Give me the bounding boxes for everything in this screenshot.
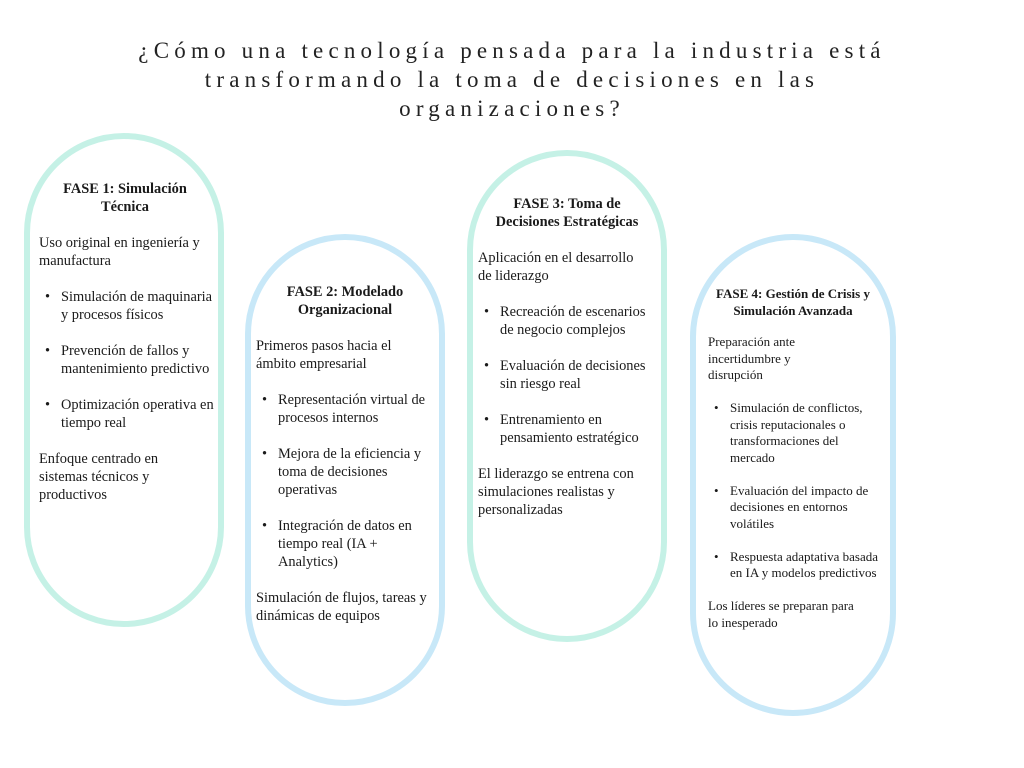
phase-4-bullet-1: • Simulación de conflictos, crisis reputacionales o transformaciones del mercado: [730, 400, 880, 466]
phase-4-heading: FASE 4: Gestión de Crisis y Simulación Avanzada: [716, 286, 870, 318]
phase-3-intro: Aplicación en el desarrollo de liderazgo: [478, 250, 634, 284]
phase-3-outro: El liderazgo se entrena con simulaciones realistas y personalizadas: [478, 466, 634, 518]
phase-4-intro: Preparación ante incertidumbre y disrupción: [708, 334, 795, 382]
phase-1-bullet-1: • Simulación de maquinaria y procesos físicos: [61, 288, 217, 324]
phase-4-bullets: [708, 400, 880, 582]
phase-2-bullets: [256, 391, 431, 571]
phase-3-bullet-2: • Evaluación de decisiones sin riesgo real: [500, 357, 656, 393]
phase-3-bullets: [478, 303, 656, 447]
phase-1-bullet-2: • Prevención de fallos y mantenimiento predictivo: [61, 342, 217, 378]
phase-1-outro: Enfoque centrado en sistemas técnicos y productivos: [39, 451, 159, 503]
phase-4-outro: Los líderes se preparan para lo inesperado: [708, 598, 854, 630]
phase-3-bullet-3: • Entrenamiento en pensamiento estratégico: [500, 411, 656, 447]
phase-2-bullet-2: • Mejora de la eficiencia y toma de decisiones operativas: [278, 445, 431, 499]
phase-1-heading: FASE 1: Simulación Técnica: [63, 181, 187, 215]
phase-3-bullet-1: • Recreación de escenarios de negocio complejos: [500, 303, 656, 339]
phase-4-bullet-2: • Evaluación del impacto de decisiones en entornos volátiles: [730, 483, 880, 533]
phase-2-bullet-3: • Integración de datos en tiempo real (IA + Analytics): [278, 517, 431, 571]
phase-2-outro: Simulación de flujos, tareas y dinámicas de equipos: [256, 590, 427, 624]
phase-2-bullet-1: • Representación virtual de procesos internos: [278, 391, 431, 427]
phase-2-heading: FASE 2: Modelado Organizacional: [286, 284, 404, 318]
phase-3-body: [478, 249, 656, 519]
page-title: ¿Cómo una tecnología pensada para la industria está transformando la toma de decisiones en las organizaciones?: [138, 38, 886, 121]
phase-1-bullets: [39, 288, 217, 432]
phase-1-body: [39, 234, 217, 504]
phase-2-body: [256, 337, 431, 625]
phase-1-intro: Uso original en ingeniería y manufactura: [39, 235, 200, 269]
phase-1-bullet-3: • Optimización operativa en tiempo real: [61, 396, 217, 432]
phase-2-intro: Primeros pasos hacia el ámbito empresarial: [256, 338, 392, 372]
phase-4-bullet-3: • Respuesta adaptativa basada en IA y modelos predictivos: [730, 549, 880, 582]
phase-4-body: [708, 334, 880, 631]
phase-3-heading: FASE 3: Toma de Decisiones Estratégicas: [495, 196, 639, 230]
